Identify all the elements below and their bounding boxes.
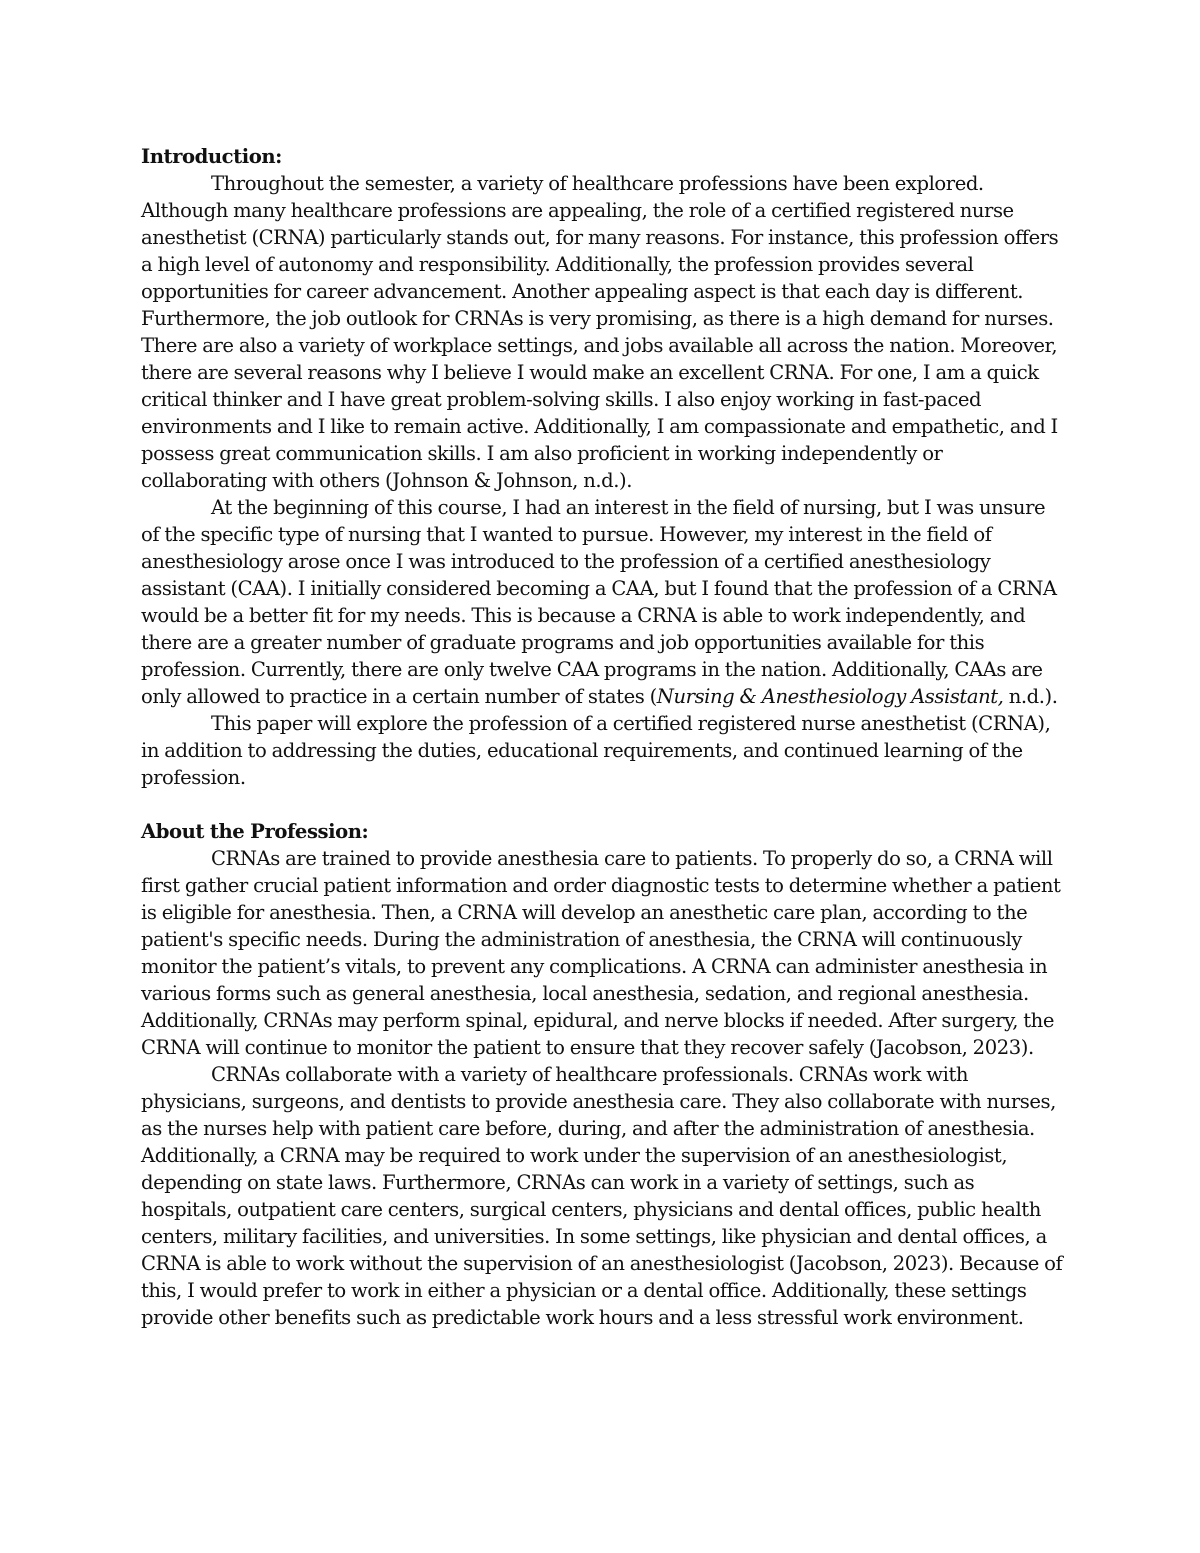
document-page bbox=[141, 143, 1063, 1331]
intro-paragraph-2-text: At the beginning of this course, I had an interest in the field of nursing, but I was unsure of the specific type of nursing that I wanted to pursue. However, my interest in the field of anesthesiology arose once I was introduced to the profession of a certified anesthesiology assistant (CAA). I initially considered becoming a CAA, but I found that the profession of a CRNA would be a better fit for my needs. This is because a CRNA is able to work independently, and there are a greater number of graduate programs and job opportunities available for this profession. Currently, there are only twelve CAA programs in the nation. Additionally, CAAs are only allowed to practice in a certain number of states ( bbox=[141, 496, 1057, 708]
intro-paragraph-1: Throughout the semester, a variety of healthcare professions have been explored. Although many healthcare professions are appealing, the role of a certified registered nurse anesthetist (CRNA) particularly stands out, for many reasons. For instance, this profession offers a high level of autonomy and responsibility. Additionally, the profession provides several opportunities for career advancement. Another appealing aspect is that each day is different. Furthermore, the job outlook for CRNAs is very promising, as there is a high demand for nurses. There are also a variety of workplace settings, and jobs available all across the nation. Moreover, there are several reasons why I believe I would make an excellent CRNA. For one, I am a quick critical thinker and I have great problem-solving skills. I also enjoy working in fast-paced environments and I like to remain active. Additionally, I am compassionate and empathetic, and I possess great communication skills. I am also proficient in working independently or collaborating with others (Johnson & Johnson, n.d.). bbox=[141, 172, 1059, 492]
intro-paragraph-3: This paper will explore the profession of a certified registered nurse anesthetist (CRNA), in addition to addressing the duties, educational requirements, and continued learning of the profession. bbox=[141, 712, 1051, 789]
section-spacer bbox=[141, 791, 1063, 818]
section-heading-about-profession: About the Profession: bbox=[141, 820, 369, 843]
citation-italic-title: Nursing & Anesthesiology Assistant, bbox=[656, 685, 1004, 708]
intro-paragraph-2-end: n.d.). bbox=[1003, 685, 1058, 708]
section-heading-introduction: Introduction: bbox=[141, 145, 282, 168]
profession-paragraph-1: CRNAs are trained to provide anesthesia care to patients. To properly do so, a CRNA will first gather crucial patient information and order diagnostic tests to determine whether a patient is eligible for anesthesia. Then, a CRNA will develop an anesthetic care plan, according to the patient's specific needs. During the administration of anesthesia, the CRNA will continuously monitor the patient’s vitals, to prevent any complications. A CRNA can administer anesthesia in various forms such as general anesthesia, local anesthesia, sedation, and regional anesthesia. Additionally, CRNAs may perform spinal, epidural, and nerve blocks if needed. After surgery, the CRNA will continue to monitor the patient to ensure that they recover safely (Jacobson, 2023). bbox=[141, 847, 1061, 1059]
profession-paragraph-2: CRNAs collaborate with a variety of healthcare professionals. CRNAs work with physicians, surgeons, and dentists to provide anesthesia care. They also collaborate with nurses, as the nurses help with patient care before, during, and after the administration of anesthesia. Additionally, a CRNA may be required to work under the supervision of an anesthesiologist, depending on state laws. Furthermore, CRNAs can work in a variety of settings, such as hospitals, outpatient care centers, surgical centers, physicians and dental offices, public health centers, military facilities, and universities. In some settings, like physician and dental offices, a CRNA is able to work without the supervision of an anesthesiologist (Jacobson, 2023). Because of this, I would prefer to work in either a physician or a dental office. Additionally, these settings provide other benefits such as predictable work hours and a less stressful work environment. bbox=[141, 1063, 1063, 1329]
intro-paragraph-2 bbox=[141, 494, 1063, 710]
